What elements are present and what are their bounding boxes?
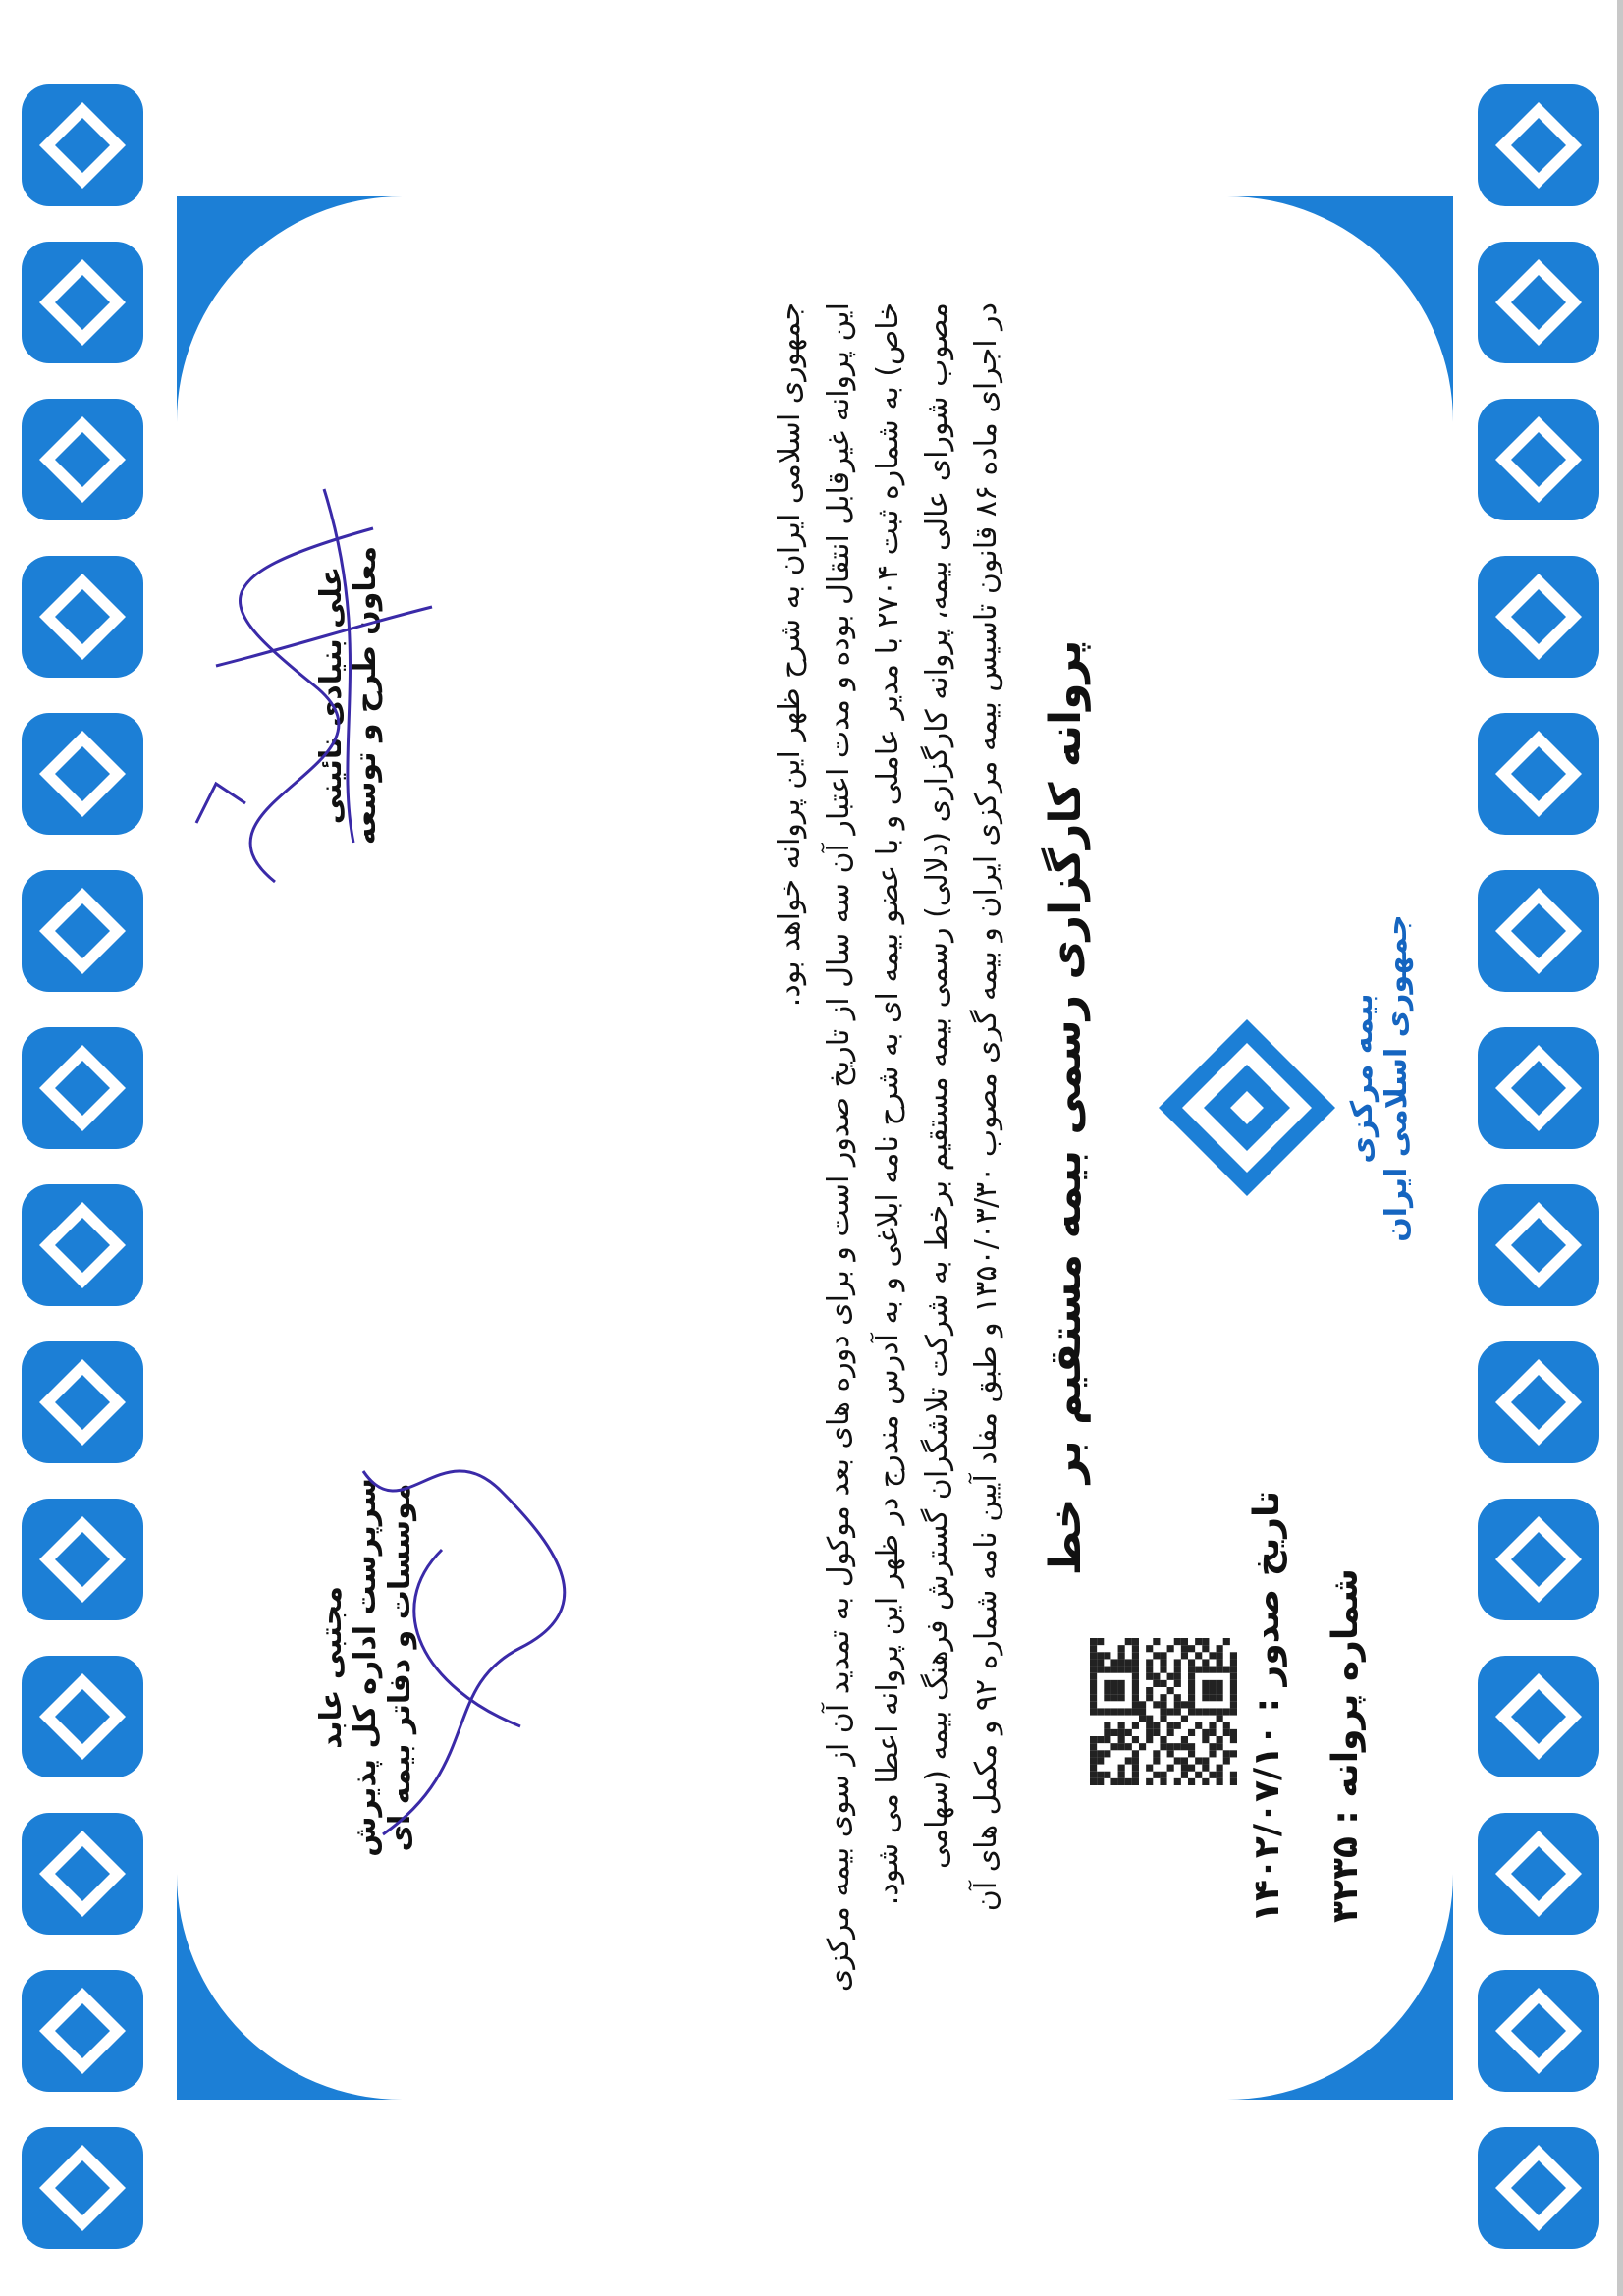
signatory-2-title1: معاون طرح و توسعه <box>349 545 383 846</box>
ornament-tile-icon <box>1478 1813 1599 1935</box>
body-line-2: مصوب شورای عالی بیمه، پروانه کارگزاری (دلالی) رسمی بیمه مستقیم برخط به شرکت تلاشگران گسترش فرهنگ بیمه (سهامی <box>920 302 954 1869</box>
ornament-tile-icon <box>22 1341 143 1463</box>
ornament-tile-icon <box>22 1027 143 1149</box>
ornament-tile-icon <box>22 1656 143 1777</box>
central-insurance-logo <box>1149 1010 1345 1206</box>
ornament-tile-icon <box>22 2127 143 2249</box>
ornament-tile-icon <box>22 242 143 363</box>
signature-2 <box>157 450 452 902</box>
ornament-tile-icon <box>1478 556 1599 678</box>
ornament-tile-icon <box>1478 1341 1599 1463</box>
issue-date: تاریخ صدور : ۱۴۰۲/۰۷/۱۰ <box>1247 1491 1287 1923</box>
signatory-1-name: مجتبی عابد <box>314 1586 349 1749</box>
ornament-tile-icon <box>22 399 143 520</box>
ornament-tile-icon <box>1478 242 1599 363</box>
ornament-tile-icon <box>1478 1656 1599 1777</box>
ornament-tile-icon <box>1478 713 1599 835</box>
ornament-tile-icon <box>1478 2127 1599 2249</box>
license-number: شماره پروانه : ۳۲۳۵ <box>1325 1568 1366 1923</box>
ornament-tile-icon <box>1478 1027 1599 1149</box>
signatory-1-title1: سرپرست اداره کل پذیرش <box>349 1478 383 1857</box>
ornament-tile-icon <box>22 1499 143 1620</box>
ornament-tile-icon <box>22 1813 143 1935</box>
ornament-tile-icon <box>22 1184 143 1306</box>
ornament-tile-icon <box>1478 1184 1599 1306</box>
ornament-tile-icon <box>22 556 143 678</box>
ornament-tile-icon <box>1478 1970 1599 2092</box>
body-line-1: در اجرای ماده ۸۶ قانون تاسیس بیمه مرکزی ایران و بیمه گری مصوب ۱۳۵۰/۰۳/۳۰ و طبق مفاد آیین نامه شماره ۹۲ و مکمل های آن <box>969 302 1003 1912</box>
ornament-tile-icon <box>22 870 143 992</box>
ornament-strip-top <box>0 0 167 2296</box>
ornament-tile-icon <box>1478 399 1599 520</box>
ornament-tile-icon <box>22 1970 143 2092</box>
logo-wordmark <box>1345 902 1414 1255</box>
ornament-tile-icon <box>1478 84 1599 206</box>
ornament-tile-icon <box>1478 1499 1599 1620</box>
signature-1 <box>324 1432 579 1844</box>
logo-line2: جمهوری اسلامی ایران <box>1380 914 1414 1242</box>
ornament-tile-icon <box>1478 870 1599 992</box>
body-line-5: جمهوری اسلامی ایران به شرح ظهر این پروانه خواهد بود. <box>773 302 807 1008</box>
signatory-2-name: علی بنیادی نائینی <box>314 566 349 825</box>
logo-line1: بیمه مرکزی <box>1345 993 1380 1164</box>
ornament-strip-bottom <box>1456 0 1623 2296</box>
ornament-tile-icon <box>22 84 143 206</box>
ornament-tile-icon <box>22 713 143 835</box>
body-line-4: این پروانه غیرقابل انتقال بوده و مدت اعتبار آن سه سال از تاریخ صدور است و برای دوره های بعد موکول به تمدید آن از سوی بیمه مرکزی <box>822 302 856 1993</box>
qr-code <box>1090 1638 1237 1785</box>
certificate-title: پروانه کارگزاری رسمی بیمه مستقیم بر خط <box>1041 639 1091 1576</box>
signatory-1-title2: موسسات و دفاتر بیمه ای <box>383 1483 417 1852</box>
body-line-3: خاص) به شماره ثبت ۲۷۰۴ با مدیر عاملی و با عضو بیمه ای به شرح نامه ابلاغی و به آدرس مندرج در ظهر این پروانه اعطا می شود. <box>871 302 905 1906</box>
